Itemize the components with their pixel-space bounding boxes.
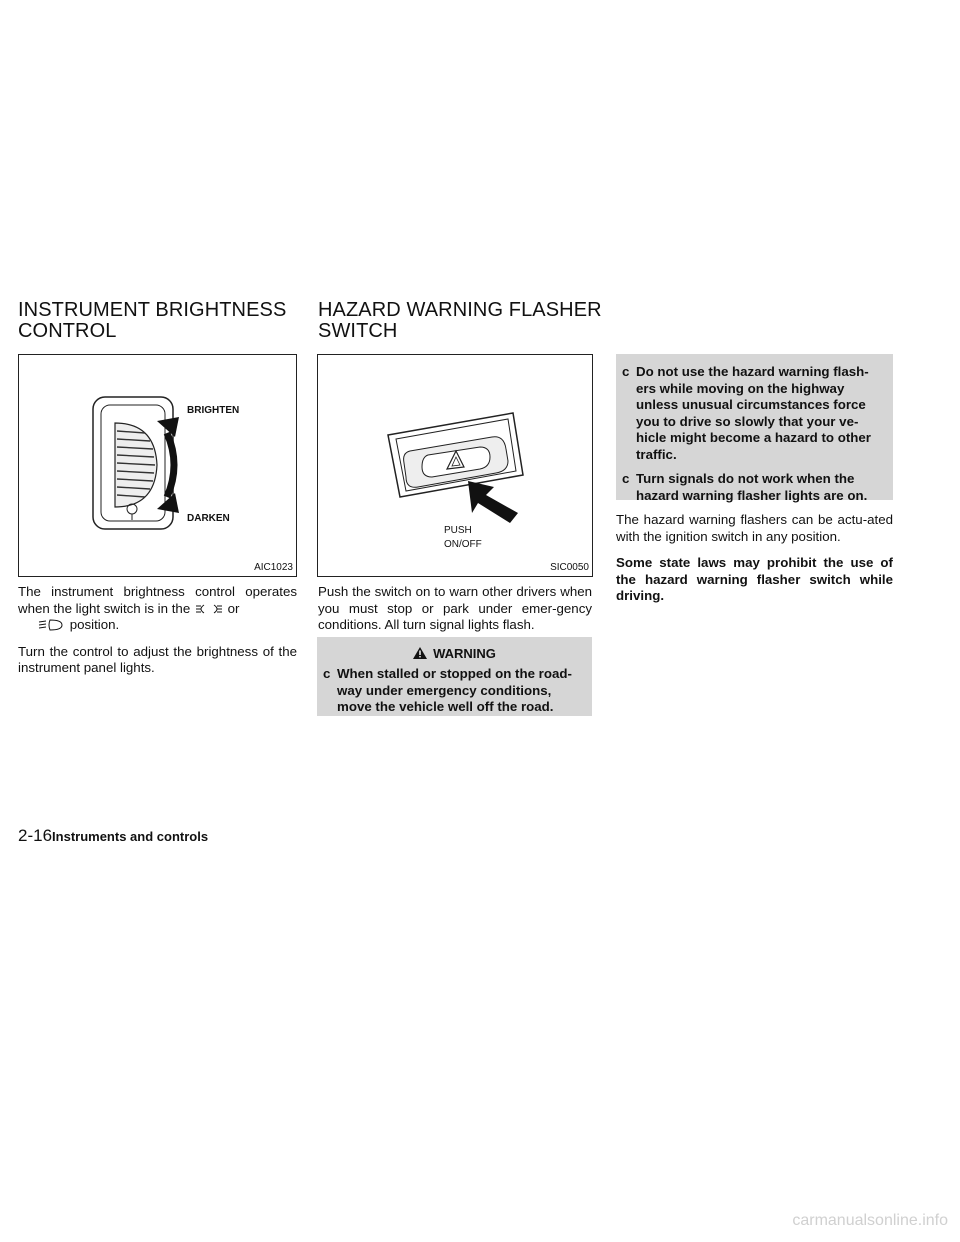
bullet: c — [622, 364, 630, 379]
warning-triangle-icon — [413, 647, 427, 659]
column-instrument-brightness — [18, 584, 297, 687]
figure-brightness-control — [18, 354, 297, 577]
parking-light-icon — [194, 603, 224, 615]
label-push: PUSH — [444, 525, 472, 536]
column-hazard-continued — [616, 512, 893, 615]
hazard-switch-illustration — [318, 355, 592, 576]
heading-line: HAZARD WARNING FLASHER — [318, 299, 602, 321]
bullet: c — [323, 666, 331, 681]
figure-hazard-switch — [317, 354, 593, 577]
warning-item — [616, 471, 893, 504]
warning-title: WARNING — [433, 646, 496, 661]
heading-line: INSTRUMENT BRIGHTNESS — [18, 299, 287, 321]
warning-item — [317, 666, 592, 716]
paragraph: Push the switch on to warn other drivers when you must stop or park under emer-gency conditions. All turn signal lights flash. — [318, 584, 592, 632]
warning-list — [317, 666, 592, 716]
page-footer — [18, 826, 208, 846]
heading-line: CONTROL — [18, 320, 117, 342]
brightness-dial-illustration — [19, 355, 296, 576]
warning-text: Turn signals do not work when the hazard warning flasher lights are on. — [636, 471, 868, 503]
headlight-icon — [36, 618, 66, 632]
paragraph-bold: Some state laws may prohibit the use of the hazard warning flasher switch while driving. — [616, 555, 893, 603]
label-darken: DARKEN — [187, 513, 230, 524]
label-on-off: ON/OFF — [444, 539, 482, 550]
warning-list — [616, 364, 893, 504]
text: The instrument brightness control operates when the light switch is in the — [18, 584, 297, 616]
label-brighten: BRIGHTEN — [187, 405, 240, 416]
section-name: Instruments and controls — [52, 829, 209, 844]
paragraph: The hazard warning flashers can be actu-ated with the ignition switch in any position. — [616, 512, 893, 544]
column-hazard-switch — [318, 584, 592, 644]
warning-text: When stalled or stopped on the road-way under emergency conditions, move the vehicle well off the road. — [337, 666, 572, 714]
heading-line: SWITCH — [318, 320, 398, 342]
paragraph: Turn the control to adjust the brightness of the instrument panel lights. — [18, 643, 297, 675]
warning-item — [616, 364, 893, 463]
text: or — [227, 600, 240, 616]
text: position. — [69, 617, 120, 632]
warning-text: Do not use the hazard warning flash-ers while moving on the highway unless unusual circumstances force you to drive so slowly that your ve-hicle might become a hazard to other traffic. — [636, 364, 871, 462]
warning-box-continued — [616, 354, 893, 503]
heading-hazard-warning — [318, 300, 602, 342]
watermark: carmanualsonline.info — [792, 1212, 948, 1229]
heading-instrument-brightness — [18, 300, 286, 342]
page-number: 2-16 — [18, 826, 53, 845]
figure-code: SIC0050 — [550, 562, 589, 573]
warning-title-row — [317, 644, 592, 664]
bullet: c — [622, 471, 630, 486]
paragraph — [18, 584, 297, 634]
warning-box — [317, 637, 592, 716]
figure-code: AIC1023 — [254, 562, 293, 573]
